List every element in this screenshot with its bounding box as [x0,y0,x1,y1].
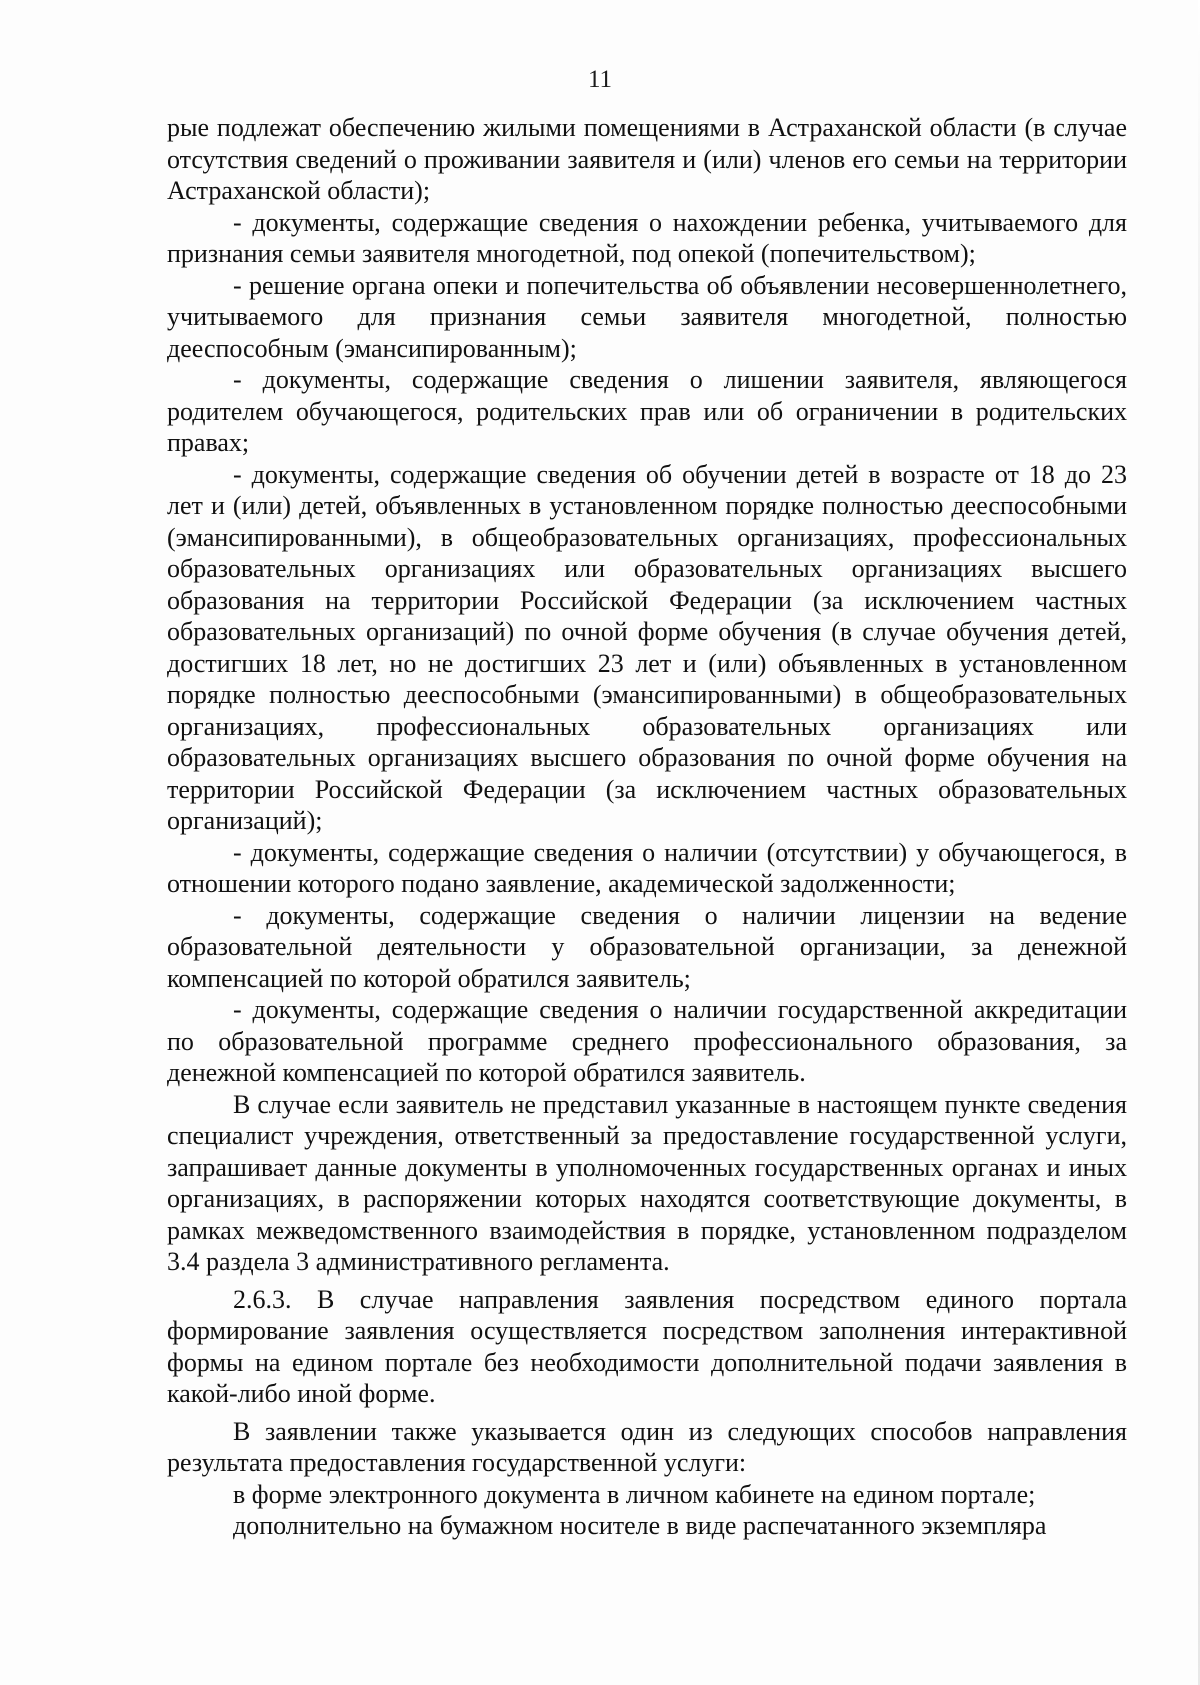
paragraph: - документы, содержащие сведения о нахождении ребенка, учитываемого для признания семьи заявителя многодетной, под опекой (попечительством); [167,207,1127,268]
paragraph: В заявлении также указывается один из следующих способов направления результата предоставления государственной услуги: [167,1416,1127,1477]
paragraph: - документы, содержащие сведения об обучении детей в возрасте от 18 до 23 лет и (или) детей, объявленных в установленном порядке полностью дееспособными (эмансипированными), в общеобразовательных организациях, профессиональных образовательных организациях или образовательных организациях высшего образования на территории Российской Федерации (за исключением частных образовательных организаций) по очной форме обучения (в случае обучения детей, достигших 18 лет, но не достигших 23 лет и (или) объявленных в установленном порядке полностью дееспособными (эмансипированными) в общеобразовательных организациях, профессиональных образовательных организациях или образовательных организациях высшего образования по очной форме обучения на территории Российской Федерации (за исключением частных образовательных организаций); [167,459,1127,835]
paragraph: - решение органа опеки и попечительства об объявлении несовершеннолетнего, учитываемого для признания семьи заявителя многодетной, полностью дееспособным (эмансипированным); [167,270,1127,363]
paragraph: рые подлежат обеспечению жилыми помещениями в Астраханской области (в случае отсутствия сведений о проживании заявителя и (или) членов его семьи на территории Астраханской области); [167,113,1127,205]
paragraph: В случае если заявитель не представил указанные в настоящем пункте сведения специалист учреждения, ответственный за предоставление государственной услуги, запрашивает данные документы в уполномоченных государственных органах и иных организациях, в распоряжении которых находятся соответствующие документы, в рамках межведомственного взаимодействия в порядке, установленном подразделом 3.4 раздела 3 административного регламента. [167,1089,1127,1276]
paragraph: - документы, содержащие сведения о наличии лицензии на ведение образовательной деятельности у образовательной организации, за денежной компенсацией по которой обратился заявитель; [167,900,1127,993]
paragraph: 2.6.3. В случае направления заявления посредством единого портала формирование заявления осуществляется посредством заполнения интерактивной формы на едином портале без необходимости дополнительной подачи заявления в какой-либо иной форме. [167,1284,1127,1408]
paragraph: дополнительно на бумажном носителе в виде распечатанного экземпляра [233,1511,1047,1540]
paragraph: - документы, содержащие сведения о лишении заявителя, являющегося родителем обучающегося, родительских прав или об ограничении в родительских правах; [167,365,1127,457]
document-body [167,112,1127,1542]
paragraph: - документы, содержащие сведения о наличии (отсутствии) у обучающегося, в отношении которого подано заявление, академической задолженности; [167,837,1127,898]
paragraph: - документы, содержащие сведения о наличии государственной аккредитации по образовательной программе среднего профессионального образования, за денежной компенсацией по которой обратился заявитель. [167,995,1127,1087]
page-number: 11 [587,66,613,93]
paragraph: в форме электронного документа в личном кабинете на едином портале; [233,1479,1036,1509]
